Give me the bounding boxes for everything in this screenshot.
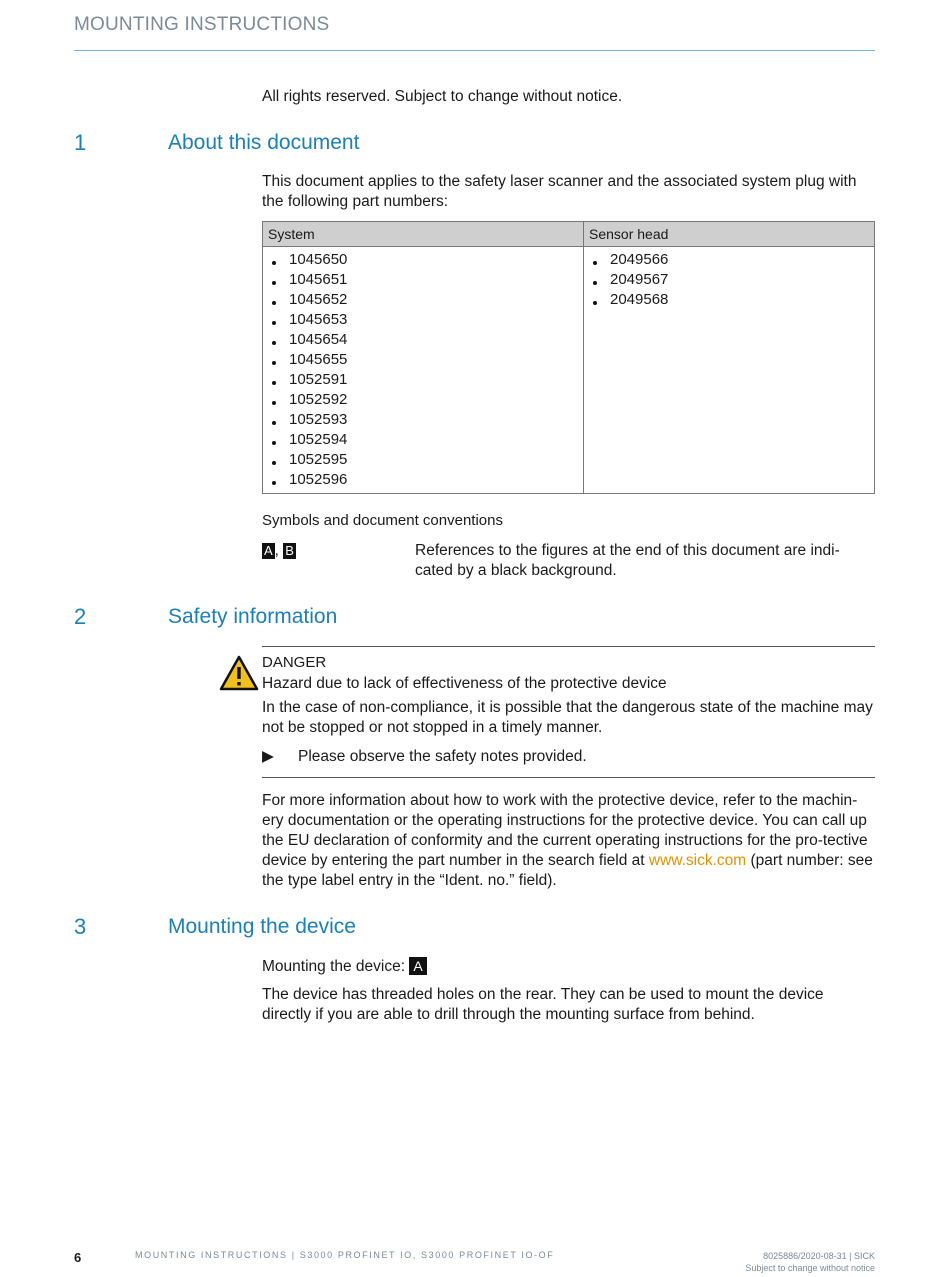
footer-doc-number: 8025886/2020-08-31 | SICK xyxy=(763,1251,875,1261)
system-part-list xyxy=(263,250,583,490)
figure-reference-example xyxy=(262,541,296,561)
mounting-label-line xyxy=(262,957,427,977)
footer-doc-info xyxy=(745,1250,875,1274)
table-header-sensor-head: Sensor head xyxy=(584,222,875,247)
sensor-head-part-list xyxy=(584,250,874,310)
system-part-number: 1045654 xyxy=(263,330,583,350)
mounting-label: Mounting the device: xyxy=(262,958,406,975)
header-title: MOUNTING INSTRUCTIONS xyxy=(74,14,330,35)
system-part-number: 1052594 xyxy=(263,430,583,450)
sensor-head-cell xyxy=(584,247,875,494)
footer-change-notice: Subject to change without notice xyxy=(745,1263,875,1273)
system-part-number: 1052593 xyxy=(263,410,583,430)
mounting-text: The device has threaded holes on the rear. They can be used to mount the device directly if you are able to drill through the mounting surface from behind. xyxy=(262,986,824,1023)
sensor-head-part-number: 2049567 xyxy=(584,270,874,290)
sensor-head-part-number: 2049566 xyxy=(584,250,874,270)
system-part-number: 1052595 xyxy=(263,450,583,470)
system-part-number: 1045653 xyxy=(263,310,583,330)
section-1-title: About this document xyxy=(168,131,360,154)
more-info-text: For more information about how to work with the protective device, refer to the machin-ery documentation or the operating instructions for the protective device. You can call up the EU declaration of conformity and the current operating instructions for the pro-tective device by entering the part number in the search field at xyxy=(262,792,868,869)
system-part-number: 1052596 xyxy=(263,470,583,490)
hazard-text: Hazard due to lack of effectiveness of the protective device xyxy=(262,675,667,692)
system-part-number: 1052591 xyxy=(263,370,583,390)
system-part-number: 1045650 xyxy=(263,250,583,270)
conventions-text: References to the figures at the end of this document are indi-cated by a black background. xyxy=(415,542,840,579)
danger-top-rule xyxy=(262,646,875,647)
table-header-system: System xyxy=(263,222,584,247)
noncompliance-text: In the case of non-compliance, it is possible that the dangerous state of the machine may not be stopped or not stopped in a timely manner. xyxy=(262,699,873,736)
section-3-title: Mounting the device xyxy=(168,915,356,938)
section-1-number: 1 xyxy=(74,130,87,155)
figure-ref-a: A xyxy=(264,543,273,558)
figure-ref-separator: , xyxy=(274,542,279,559)
footer-document-title: MOUNTING INSTRUCTIONS | S3000 PROFINET IO, S3000 PROFINET IO-OF xyxy=(135,1250,555,1260)
section-2-number: 2 xyxy=(74,604,87,629)
system-cell xyxy=(263,247,584,494)
figure-ref-b: B xyxy=(285,543,294,558)
warning-triangle-icon xyxy=(219,655,259,691)
part-numbers-table xyxy=(262,221,875,494)
section-2-title: Safety information xyxy=(168,605,338,628)
system-part-number: 1045655 xyxy=(263,350,583,370)
page-header xyxy=(74,14,875,51)
page-number: 6 xyxy=(74,1250,82,1265)
instruction-text: Please observe the safety notes provided. xyxy=(298,748,587,765)
figure-ref-a-mounting: A xyxy=(409,957,426,975)
section-3-number: 3 xyxy=(74,914,87,939)
system-part-number: 1045652 xyxy=(263,290,583,310)
system-part-number: 1045651 xyxy=(263,270,583,290)
rights-notice: All rights reserved. Subject to change without notice. xyxy=(262,88,623,105)
system-part-number: 1052592 xyxy=(263,390,583,410)
danger-label: DANGER xyxy=(262,654,327,671)
more-info-paragraph xyxy=(262,791,875,891)
sick-website-link[interactable]: www.sick.com xyxy=(648,852,747,869)
about-intro: This document applies to the safety laser scanner and the associated system plug with the following part numbers: xyxy=(262,173,857,210)
more-info-text-end: (part number: see the type label entry in the “Ident. no.” field). xyxy=(262,852,873,889)
conventions-heading: Symbols and document conventions xyxy=(262,512,503,529)
instruction-arrow-icon: ▶ xyxy=(262,748,274,765)
sensor-head-part-number: 2049568 xyxy=(584,290,874,310)
danger-bottom-rule xyxy=(262,777,875,778)
